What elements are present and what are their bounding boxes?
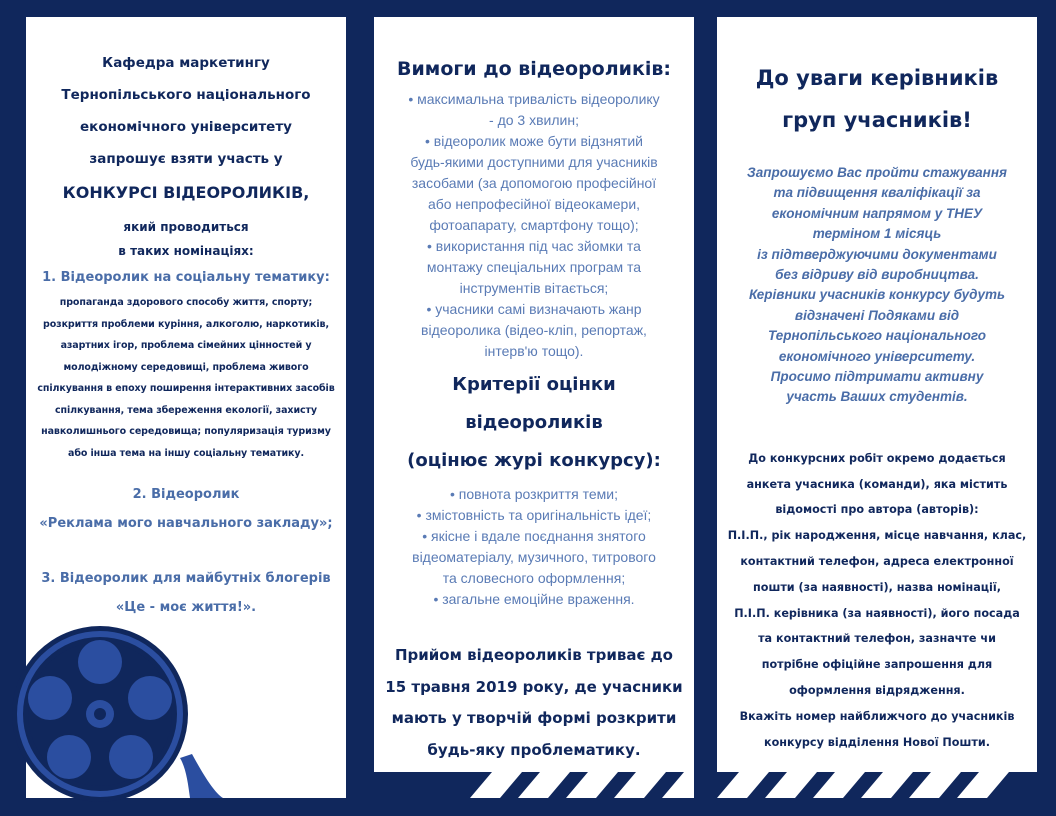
attachment-line: відомості про автора (авторів): (775, 503, 979, 517)
criteria-line: • повнота розкриття теми; (450, 486, 618, 502)
contest-title: КОНКУРСІ ВІДЕОРОЛИКІВ, (62, 183, 310, 202)
invitation-line: відзначені Подяками від (794, 307, 960, 323)
attachment-line: контактний телефон, адреса електронної (740, 555, 1014, 569)
requirement-line: - до 3 хвилин; (489, 112, 579, 128)
requirement-line: фотоапарату, смартфону тощо); (429, 217, 639, 233)
nomination-1-line: навколишнього середовища; популяризація туризму (41, 426, 331, 437)
invitation-line: із підтверджуючими документами (757, 246, 997, 262)
deadline-block (384, 640, 684, 766)
requirement-line: • відеоролик може бути відзнятий (425, 133, 643, 149)
attachment-line: анкета учасника (команди), яка містить (746, 477, 1008, 491)
requirement-line: засобами (за допомогою професійної (411, 175, 657, 191)
requirements-list (384, 89, 684, 362)
criteria-line: • загальне емоційне враження. (433, 591, 635, 607)
deadline-line: 15 травня 2019 року, де учасники (385, 677, 683, 696)
held-line: який проводиться (123, 220, 249, 234)
requirement-line: монтажу спеціальних програм та (426, 259, 642, 275)
nomination-1-line: розкриття проблеми куріння, алкоголю, наркотиків, (43, 318, 329, 330)
attachment-line: та контактний телефон, зазначте чи (758, 632, 996, 646)
supervisors-title: До уваги керівників (755, 66, 999, 90)
nomination-1-description (30, 292, 342, 464)
attachment-line: потрібне офіційне запрошення для (761, 658, 993, 672)
attachment-line: Вкажіть номер найближчого до учасників (739, 709, 1015, 723)
criteria-line: • змістовність та оригінальність ідеї; (416, 507, 652, 523)
invitation-line: Запрошуємо Вас пройти стажування (747, 165, 1007, 180)
criteria-list (384, 484, 684, 610)
requirement-line: відеоролика (відео-кліп, репортаж, (421, 322, 647, 338)
nomination-1-line: пропаганда здорового способу життя, спорту; (59, 297, 313, 308)
requirement-line: будь-якими доступними для учасників (410, 154, 658, 170)
intro-line: Кафедра маркетингу (102, 55, 270, 71)
invitation-line: без відриву від виробництва. (775, 267, 979, 283)
intro-line: запрошує взяти участь у (89, 151, 283, 167)
attachment-line: До конкурсних робіт окремо додається (748, 451, 1006, 465)
intro-line: економічного університету (80, 119, 292, 135)
invitation-line: терміном 1 місяць (812, 226, 942, 242)
panel-supervisors (717, 17, 1037, 774)
nomination-1-line: азартних ігор, проблема сімейних цінностей у (60, 340, 312, 351)
criteria-title: Критерії оцінки відеороликів (452, 374, 616, 433)
invitation-line: економічним напрямом у ТНЕУ (771, 205, 983, 221)
deadline-line: Прийом відеороликів триває до (395, 646, 673, 664)
requirement-line: • учасники самі визначають жанр (426, 301, 642, 317)
nomination-2-title: 2. Відеоролик (132, 487, 240, 502)
nomination-1-line: спілкування в епоху поширення інтерактивних засобів (37, 383, 335, 394)
invitation-line: економічного університету. (778, 348, 976, 364)
nomination-1-title: 1. Відеоролик на соціальну тематику: (42, 270, 330, 285)
nomination-3-subtitle: «Це - моє життя!». (115, 600, 257, 615)
criteria-line: та словесного оформлення; (442, 570, 626, 586)
nomination-1-line: спілкування, тема збереження екології, захисту (54, 404, 318, 416)
internship-invitation (725, 163, 1029, 408)
requirement-line: або непрофесійної відеокамери, (427, 196, 641, 212)
attachment-line: П.І.П. керівника (за наявності), його посада (734, 606, 1020, 620)
intro-line: Тернопільського національного (61, 87, 311, 103)
attachment-requirements (725, 446, 1029, 756)
attachment-line: конкурсу відділення Нової Пошти. (764, 735, 990, 749)
nomination-3-title: 3. Відеоролик для майбутніх блогерів (41, 571, 331, 586)
requirements-title: Вимоги до відеороликів: (397, 58, 671, 80)
requirement-line: • використання під час зйомки та (427, 238, 641, 254)
requirement-line: інтерв'ю тощо). (484, 343, 584, 359)
panel-requirements (374, 17, 694, 798)
criteria-line: • якісне і вдале поєднання знятого (422, 528, 646, 544)
invitation-line: Просимо підтримати активну (770, 369, 984, 385)
invitation-line: участь Ваших студентів. (786, 389, 968, 405)
held-line: в таких номінаціях: (118, 244, 254, 258)
film-reel-icon (10, 618, 230, 808)
requirement-line: • максимальна тривалість відеоролику (408, 91, 660, 107)
supervisors-subtitle: груп учасників! (782, 108, 972, 132)
nomination-2-subtitle: «Реклама мого навчального закладу»; (39, 516, 333, 531)
criteria-line: відеоматеріалу, музичного, титрового (412, 549, 656, 565)
invitation-line: та підвищення кваліфікації за (773, 185, 981, 201)
attachment-line: П.І.П., рік народження, місце навчання, клас, (727, 529, 1027, 543)
nomination-1-line: або інша тема на іншу соціальну тематику. (68, 447, 304, 459)
invitation-line: Тернопільського національного (768, 328, 986, 344)
attachment-line: оформлення відрядження. (789, 684, 965, 698)
requirement-line: інструментів вітається; (459, 280, 609, 296)
invitation-line: Керівники учасників конкурсу будуть (749, 287, 1005, 303)
deadline-line: будь-яку проблематику. (427, 740, 641, 759)
decorative-stripes (374, 772, 1037, 798)
deadline-line: мають у творчій формі розкрити (391, 709, 677, 727)
criteria-subtitle: (оцінює журі конкурсу): (407, 450, 661, 471)
nomination-1-line: молодіжному середовищі, проблема живого (63, 361, 309, 373)
attachment-line: пошти (за наявності), назва номінації, (753, 580, 1001, 594)
